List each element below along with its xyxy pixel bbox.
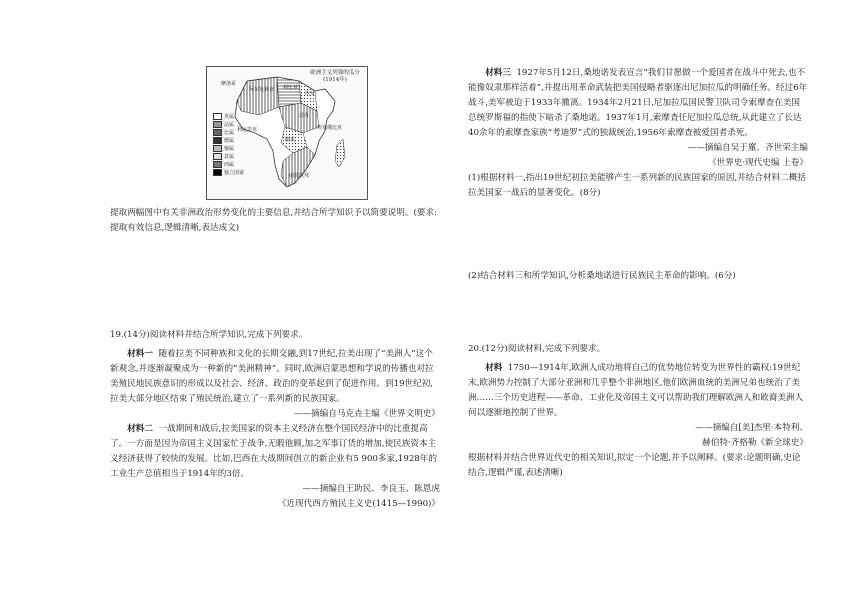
q19-material3 — [468, 66, 808, 141]
material2-source-line1: ——摘编自王助民、李良玉、陈恩虎 — [302, 484, 440, 494]
map-label-sudan: 苏丹 — [299, 113, 310, 119]
left-column — [110, 62, 440, 512]
africa-map — [206, 66, 368, 200]
material3-text: 1927年5月12日,桑地诺发表宣言“我们甘愿做一个爱国者在战斗中死去,也不能像奴隶那样活着”,并提出用革命武装把美国侵略者驱逐出尼加拉瓜的明确任务。经过6年战斗,美军被迫于1933年撤离。1934年2月21日,尼加拉瓜国民警卫队司令索摩查在美国总统罗斯福的指使下暗杀了桑地诺。1937年1月,索摩查任尼加拉瓜总统,从此建立了长达40余年的索摩查家族“考迪罗”式的独裁统治,1956年索摩查被爱国者杀死。 — [468, 68, 808, 138]
q20-material-label: 材料 — [485, 363, 503, 373]
map-label-liberia: 利比里亚 — [237, 127, 258, 133]
q20-source-line2: 赫伯特·齐格勒《新全球史》 — [702, 438, 808, 448]
q19-part2: (2)结合材料三和所学知识,分析桑地诺进行民族民主革命的影响。(6分) — [468, 271, 736, 281]
material3-source-line1: ——摘编自吴于廑、齐世荣主编 — [687, 143, 808, 153]
map-label-morocco: 摩洛哥 — [221, 81, 237, 87]
q20-material-text: 1750—1914年,欧洲人成功地将自己的优势地位转变为世界性的霸权:19世纪末,欧洲势力控制了大部分亚洲和几乎整个非洲地区,他们欧洲血统的美洲兄弟也统治了美洲……三个历史进程——革命、工业化及帝国主义可以帮助我们理解欧洲人和欧裔美洲人何以逐渐地控制了世界。 — [468, 363, 804, 418]
legend-swatch — [213, 129, 222, 136]
legend-swatch — [213, 145, 222, 152]
legend-swatch — [213, 161, 222, 168]
q19-material1 — [110, 347, 440, 407]
material3-label: 材料三 — [485, 68, 511, 78]
q20-material — [468, 361, 808, 421]
map-label-algeria: 阿尔及利亚 — [249, 87, 275, 93]
material1-label: 材料一 — [127, 349, 153, 359]
legend-item: 法属 — [213, 121, 244, 129]
map-label-south-africa: 南非联邦 — [289, 173, 310, 179]
map-label-ethiopia: 埃塞俄比亚 — [317, 125, 343, 131]
q19-part1: (1)根据材料一,指出19世纪初拉美能够产生一系列新的民族国家的原因,并结合材料二概括拉美国家一战后的显著变化。(8分) — [468, 173, 806, 198]
material1-text: 随着拉美不同种族和文化的长期交融,到17世纪,拉美出现了“美洲人”这个新观念,并逐渐凝聚成为一种新的“美洲精神”。同时,欧洲启蒙思想和学说的传播也对拉美殖民地民族意识的形成以及社会、经济、政治的变革起到了促进作用。到19世纪初,拉美大部分地区结束了殖民统治,建立了一系列新的民族国家。 — [110, 349, 434, 404]
q18-prompt: 提取两幅图中有关非洲政治形势变化的主要信息,并结合所学知识予以简要说明。(要求:提取有效信息,逻辑清晰,表达成文) — [110, 208, 437, 233]
right-column — [468, 66, 808, 481]
material2-label: 材料二 — [127, 424, 153, 434]
material3-source-line2: 《世界史·现代史编 上卷》 — [708, 158, 808, 168]
material2-text: 一战期间和战后,拉美国家的资本主义经济在整个国民经济中的比重提高了。一方面是因为帝国主义国家忙于战争,无暇他顾,加之军事订货的增加,使民族资本主义经济获得了较快的发展。比如,巴西在大战期间创立的新企业有5 900多家,1928年的工业生产总值相当于1914年的3倍。 — [110, 424, 437, 479]
map-title-line2: (1914年) — [323, 77, 347, 83]
legend-item: 意属 — [213, 153, 244, 161]
map-label-congo: 刚果 — [285, 137, 296, 143]
q20-heading: 20.(12分)阅读材料,完成下列要求。 — [468, 344, 606, 354]
material2-source-line2: 《近现代西方殖民主义史(1415—1990)》 — [277, 499, 440, 509]
legend-item: 英属 — [213, 113, 244, 121]
legend-swatch — [213, 153, 222, 160]
map-label-libya: 利比亚 — [283, 85, 299, 91]
legend-item: 葡属 — [213, 145, 244, 153]
legend-item: 德属 — [213, 137, 244, 145]
map-legend — [213, 113, 244, 177]
material1-source: ——摘编自马克垚主编《世界文明史》 — [293, 409, 440, 419]
legend-swatch — [213, 113, 222, 120]
legend-item: 独立国家 — [213, 169, 244, 177]
q20-prompt: 根据材料并结合世界近代史的相关知识,拟定一个论题,并予以阐释。(要求:论题明确,史论结合,逻辑严谨,表述清晰) — [468, 453, 801, 478]
map-legend-title — [307, 70, 363, 84]
legend-item: 比属 — [213, 129, 244, 137]
legend-swatch — [213, 169, 222, 176]
map-label-egypt: 埃及 — [305, 91, 316, 97]
q19-heading: 19.(14分)阅读材料并结合所学知识,完成下列要求。 — [110, 330, 308, 340]
legend-swatch — [213, 121, 222, 128]
legend-item: 西属 — [213, 161, 244, 169]
q20-source-line1: ——摘编自[美]杰里·本特利、 — [695, 423, 808, 433]
map-title-line1: 欧洲主义列强的瓜分 — [310, 70, 360, 76]
q19-material2 — [110, 422, 440, 482]
legend-swatch — [213, 137, 222, 144]
